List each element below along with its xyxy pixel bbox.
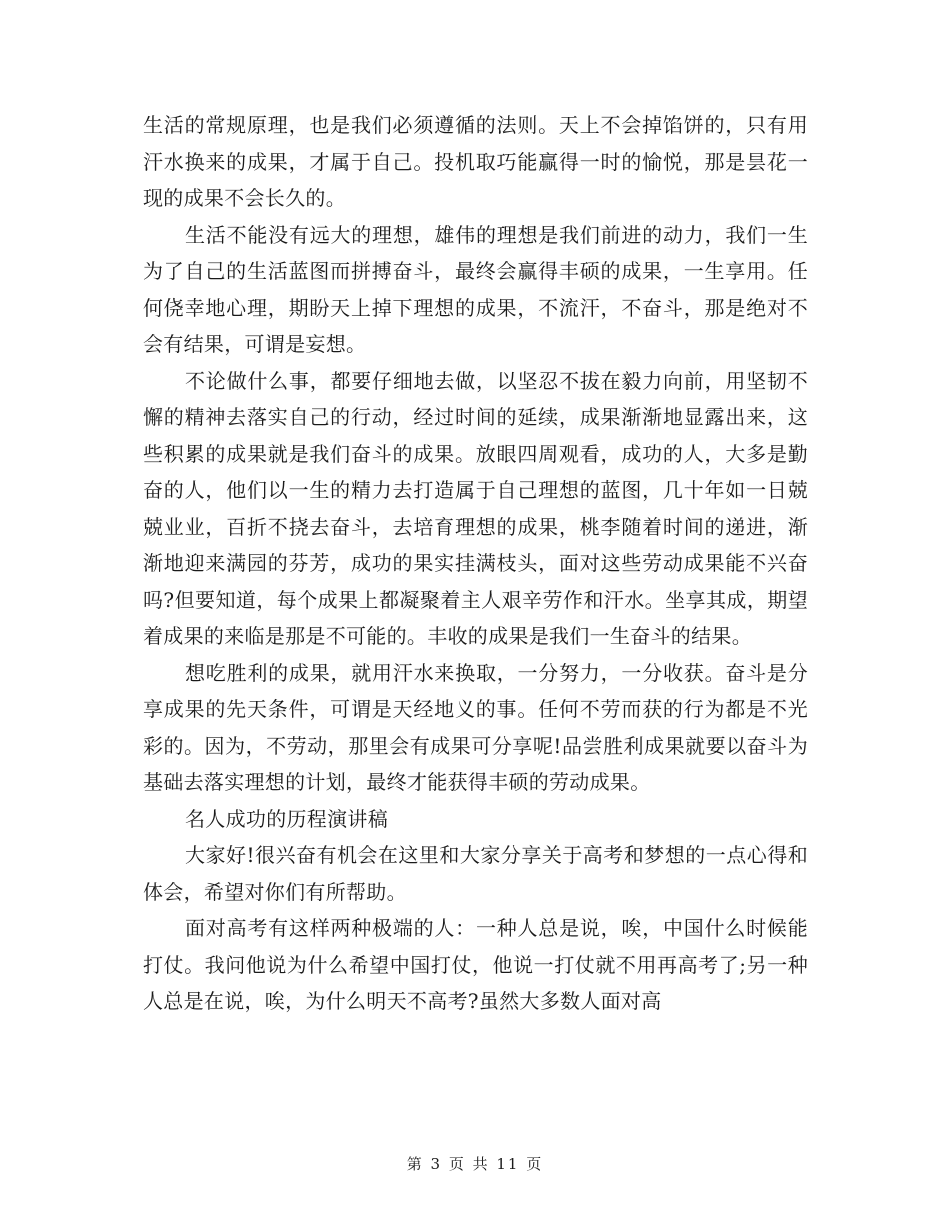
paragraph-6: 面对高考有这样两种极端的人：一种人总是说，唉，中国什么时候能打仗。我问他说为什么希望中国打仗，他说一打仗就不用再高考了;另一种人总是在说，唉，为什么明天不高考?虽然大多数人面对高 [143, 916, 808, 1013]
paragraph-4: 想吃胜利的成果，就用汗水来换取，一分努力，一分收获。奋斗是分享成果的先天条件，可谓是天经地义的事。任何不劳而获的行为都是不光彩的。因为，不劳动，那里会有成果可分享呢!品尝胜利成果就要以奋斗为基础去落实理想的计划，最终才能获得丰硕的劳动成果。 [143, 660, 808, 794]
paragraph-1: 生活的常规原理，也是我们必须遵循的法则。天上不会掉馅饼的，只有用汗水换来的成果，才属于自己。投机取巧能赢得一时的愉悦，那是昙花一现的成果不会长久的。 [143, 113, 808, 210]
document-body [143, 107, 808, 1020]
paragraph-3: 不论做什么事，都要仔细地去做，以坚忍不拔在毅力向前，用坚韧不懈的精神去落实自己的行动，经过时间的延续，成果渐渐地显露出来，这些积累的成果就是我们奋斗的成果。放眼四周观看，成功的人，大多是勤奋的人，他们以一生的精力去打造属于自己理想的蓝图，几十年如一日兢兢业业，百折不挠去奋斗，去培育理想的成果，桃李随着时间的递进，渐渐地迎来满园的芬芳，成功的果实挂满枝头，面对这些劳动成果能不兴奋吗?但要知道，每个成果上都凝聚着主人艰辛劳作和汗水。坐享其成，期望着成果的来临是那是不可能的。丰收的成果是我们一生奋斗的结果。 [143, 368, 808, 648]
page-number-footer: 第 3 页 共 11 页 [406, 1155, 544, 1173]
section-title: 名人成功的历程演讲稿 [185, 806, 388, 831]
paragraph-5: 大家好!很兴奋有机会在这里和大家分享关于高考和梦想的一点心得和体会，希望对你们有所帮助。 [143, 843, 808, 904]
paragraph-2: 生活不能没有远大的理想，雄伟的理想是我们前进的动力，我们一生为了自己的生活蓝图而拼搏奋斗，最终会赢得丰硕的成果，一生享用。任何侥幸地心理，期盼天上掉下理想的成果，不流汗，不奋斗，那是绝对不会有结果，可谓是妄想。 [143, 222, 808, 356]
